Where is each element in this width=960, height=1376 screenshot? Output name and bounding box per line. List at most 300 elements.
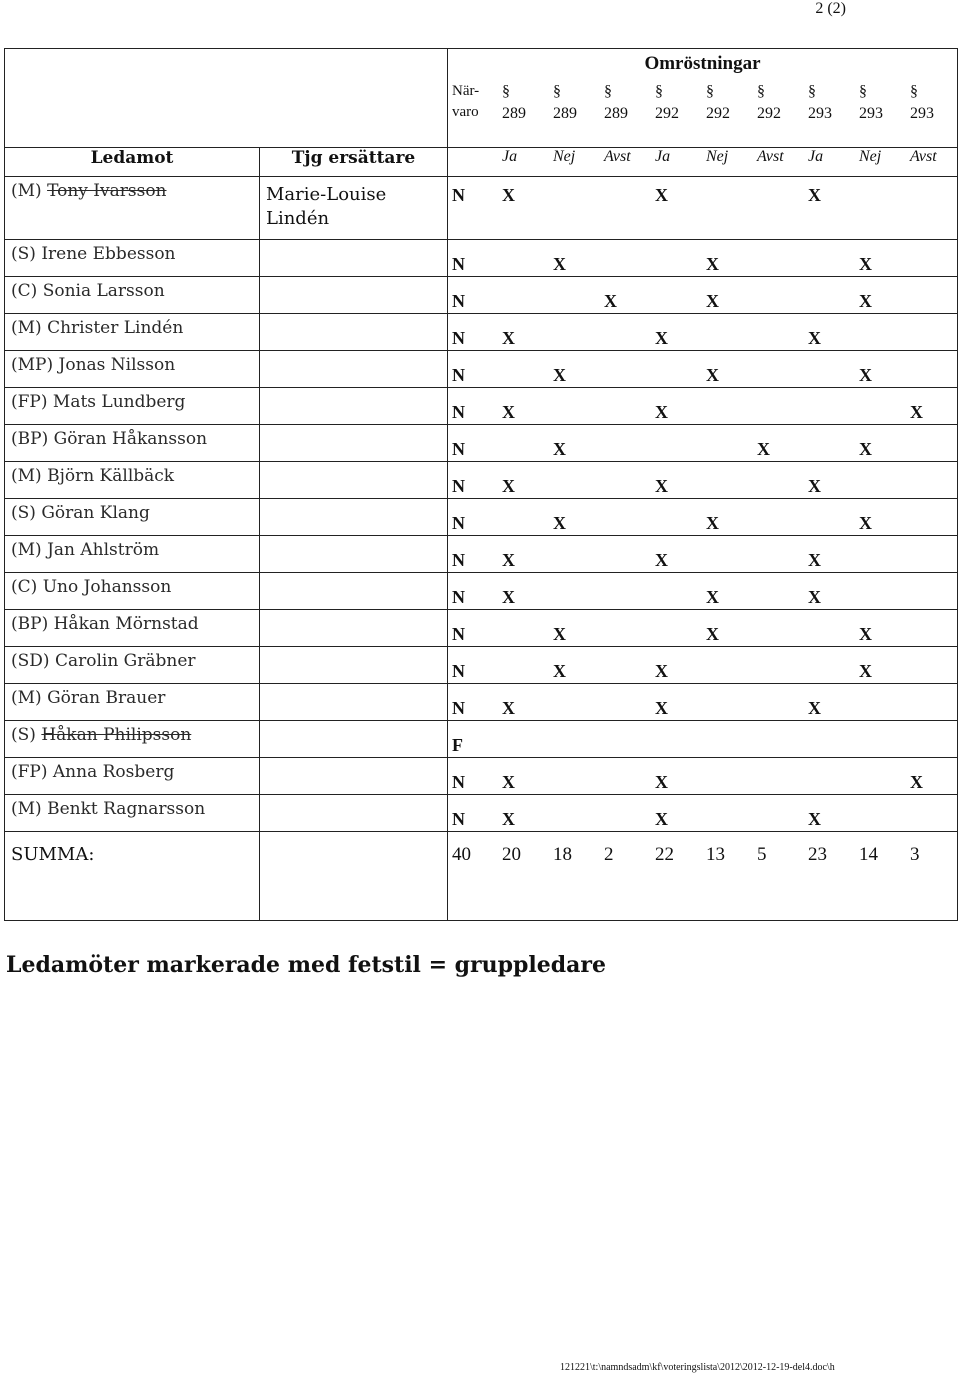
vote-type-label: Ja xyxy=(655,148,671,165)
vote-mark: X xyxy=(553,624,566,644)
summa-value: 3 xyxy=(910,844,920,865)
member-person-name: Tony Ivarsson xyxy=(47,181,167,201)
vote-mark xyxy=(757,758,808,792)
vote-mark xyxy=(808,499,859,533)
summa-value: 5 xyxy=(757,844,767,865)
vote-mark: X xyxy=(706,513,719,533)
vote-mark xyxy=(808,425,859,459)
vote-mark: X xyxy=(553,254,566,274)
vote-mark xyxy=(859,462,910,496)
vote-mark xyxy=(910,499,960,533)
vote-mark xyxy=(553,758,604,792)
vote-mark xyxy=(910,795,960,829)
substitute-cell xyxy=(260,388,448,425)
member-name xyxy=(5,388,259,412)
vote-mark xyxy=(910,647,960,681)
substitute-cell xyxy=(260,425,448,462)
column-header-row xyxy=(5,148,958,177)
member-person-name: Göran Håkansson xyxy=(53,429,208,449)
vote-mark xyxy=(859,314,910,348)
vote-mark xyxy=(757,573,808,607)
vote-mark: X xyxy=(604,291,617,311)
vote-mark xyxy=(859,536,910,570)
member-row xyxy=(5,277,958,314)
vote-item-number: 292 xyxy=(757,105,781,122)
member-cell xyxy=(5,388,260,425)
page-number: 2 (2) xyxy=(815,0,846,17)
vote-item-header xyxy=(910,81,960,125)
vote-mark xyxy=(910,721,960,755)
vote-mark: X xyxy=(502,476,515,496)
member-party: (S) xyxy=(11,244,36,264)
member-row xyxy=(5,314,958,351)
vote-mark xyxy=(655,610,706,644)
substitute-cell xyxy=(260,351,448,388)
member-party: (M) xyxy=(11,181,42,201)
substitute-cell xyxy=(260,684,448,721)
member-row xyxy=(5,177,958,240)
member-cell xyxy=(5,610,260,647)
vote-item-number: 289 xyxy=(553,105,577,122)
vote-mark xyxy=(502,610,553,644)
member-name xyxy=(5,277,259,301)
vote-type-label: Avst xyxy=(757,148,784,165)
vote-mark: X xyxy=(859,254,872,274)
paragraph-icon: § xyxy=(910,83,918,100)
vote-type-label: Ja xyxy=(808,148,824,165)
vote-item-header xyxy=(553,81,604,125)
vote-mark xyxy=(859,758,910,792)
member-cell xyxy=(5,795,260,832)
member-person-name: Jonas Nilsson xyxy=(58,355,176,375)
vote-type-label: Avst xyxy=(910,148,937,165)
member-person-name: Uno Johansson xyxy=(42,577,172,597)
vote-mark xyxy=(910,462,960,496)
vote-mark xyxy=(604,462,655,496)
vote-mark xyxy=(859,388,910,422)
member-name xyxy=(5,499,259,523)
member-person-name: Göran Brauer xyxy=(47,688,166,708)
voting-table xyxy=(4,48,958,921)
presence-mark: N xyxy=(452,772,465,792)
vote-mark xyxy=(757,177,808,205)
member-person-name: Sonia Larsson xyxy=(42,281,165,301)
presence-mark: N xyxy=(452,439,465,459)
member-person-name: Irene Ebbesson xyxy=(41,244,176,264)
vote-mark xyxy=(910,573,960,607)
member-party: (M) xyxy=(11,688,42,708)
member-party: (SD) xyxy=(11,651,50,671)
vote-mark xyxy=(910,536,960,570)
substitute-cell xyxy=(260,573,448,610)
vote-mark xyxy=(706,647,757,681)
vote-mark xyxy=(808,240,859,274)
vote-mark xyxy=(553,388,604,422)
vote-mark xyxy=(604,177,655,205)
vote-mark xyxy=(553,573,604,607)
member-name xyxy=(5,462,259,486)
vote-mark: X xyxy=(502,328,515,348)
vote-mark xyxy=(910,610,960,644)
member-cell xyxy=(5,462,260,499)
member-person-name: Christer Lindén xyxy=(47,318,184,338)
vote-mark: X xyxy=(706,254,719,274)
vote-mark xyxy=(757,462,808,496)
member-cell xyxy=(5,573,260,610)
vote-mark: X xyxy=(655,328,668,348)
vote-mark xyxy=(757,610,808,644)
vote-mark xyxy=(757,277,808,311)
summa-value: 14 xyxy=(859,844,878,865)
vote-mark xyxy=(655,573,706,607)
presence-mark: N xyxy=(452,513,465,533)
substitute-cell xyxy=(260,240,448,277)
vote-mark: X xyxy=(502,772,515,792)
member-cell xyxy=(5,536,260,573)
member-row xyxy=(5,425,958,462)
vote-mark: X xyxy=(808,476,821,496)
vote-mark xyxy=(706,462,757,496)
vote-mark xyxy=(655,351,706,385)
member-party: (FP) xyxy=(11,762,48,782)
legend-text: Ledamöter markerade med fetstil = gruppledare xyxy=(6,952,606,978)
vote-type-label: Nej xyxy=(553,148,576,165)
vote-mark: X xyxy=(706,365,719,385)
member-person-name: Carolin Gräbner xyxy=(54,651,196,671)
presence-mark: F xyxy=(452,735,463,755)
vote-mark xyxy=(757,314,808,348)
marks-cell xyxy=(448,425,958,462)
vote-mark xyxy=(604,240,655,274)
paragraph-icon: § xyxy=(808,83,816,100)
presence-mark: N xyxy=(452,328,465,348)
marks-cell xyxy=(448,388,958,425)
presence-mark: N xyxy=(452,661,465,681)
vote-mark xyxy=(604,795,655,829)
member-cell xyxy=(5,425,260,462)
member-person-name: Göran Klang xyxy=(41,503,150,523)
member-row xyxy=(5,536,958,573)
member-name xyxy=(5,536,259,560)
vote-mark xyxy=(910,684,960,718)
vote-mark xyxy=(757,388,808,422)
vote-mark xyxy=(502,351,553,385)
vote-mark: X xyxy=(655,185,668,205)
substitute-cell xyxy=(260,499,448,536)
presence-mark: N xyxy=(452,476,465,496)
vote-mark: X xyxy=(808,587,821,607)
vote-mark: X xyxy=(655,402,668,422)
member-cell xyxy=(5,647,260,684)
member-cell xyxy=(5,177,260,240)
member-name xyxy=(5,351,259,375)
vote-item-header xyxy=(808,81,859,125)
marks-cell xyxy=(448,240,958,277)
vote-type-label: Nej xyxy=(706,148,729,165)
member-cell xyxy=(5,314,260,351)
presence-mark: N xyxy=(452,624,465,644)
vote-mark: X xyxy=(553,513,566,533)
presence-mark: N xyxy=(452,550,465,570)
member-row xyxy=(5,795,958,832)
member-person-name: Håkan Mörnstad xyxy=(53,614,199,634)
member-name xyxy=(5,425,259,449)
member-row xyxy=(5,240,958,277)
member-person-name: Jan Ahlström xyxy=(47,540,160,560)
vote-mark xyxy=(604,351,655,385)
vote-mark xyxy=(757,536,808,570)
vote-mark xyxy=(910,240,960,274)
member-party: (M) xyxy=(11,540,42,560)
vote-item-header xyxy=(604,81,655,125)
member-cell xyxy=(5,277,260,314)
vote-mark xyxy=(859,573,910,607)
member-party: (S) xyxy=(11,725,36,745)
summa-values-cell xyxy=(448,832,958,921)
vote-mark xyxy=(604,425,655,459)
member-cell xyxy=(5,351,260,388)
paragraph-icon: § xyxy=(859,83,867,100)
vote-mark xyxy=(757,795,808,829)
vote-type-label: Nej xyxy=(859,148,882,165)
member-row xyxy=(5,721,958,758)
vote-mark xyxy=(706,795,757,829)
marks-cell xyxy=(448,314,958,351)
vote-mark xyxy=(553,277,604,311)
vote-mark xyxy=(757,647,808,681)
vote-mark xyxy=(706,684,757,718)
substitute-cell xyxy=(260,610,448,647)
vote-mark xyxy=(757,499,808,533)
marks-cell xyxy=(448,351,958,388)
vote-mark xyxy=(553,795,604,829)
vote-mark xyxy=(910,314,960,348)
member-name xyxy=(5,240,259,264)
member-name xyxy=(5,795,259,819)
member-party: (MP) xyxy=(11,355,54,375)
paragraph-icon: § xyxy=(757,83,765,100)
vote-mark xyxy=(859,177,910,205)
vote-mark xyxy=(502,721,553,755)
paragraph-icon: § xyxy=(604,83,612,100)
summa-label: SUMMA: xyxy=(11,844,95,865)
vote-mark: X xyxy=(502,587,515,607)
summa-value: 40 xyxy=(452,844,471,865)
vote-type-label: Avst xyxy=(604,148,631,165)
vote-mark xyxy=(910,351,960,385)
vote-mark xyxy=(808,388,859,422)
member-name xyxy=(5,758,259,782)
vote-type-header-cell xyxy=(448,148,958,177)
substitute-cell xyxy=(260,721,448,758)
member-person-name: Benkt Ragnarsson xyxy=(47,799,206,819)
member-name xyxy=(5,177,259,201)
member-name xyxy=(5,610,259,634)
vote-mark xyxy=(706,388,757,422)
vote-mark xyxy=(604,499,655,533)
vote-mark xyxy=(808,721,859,755)
presence-mark: N xyxy=(452,185,465,205)
presence-mark: N xyxy=(452,365,465,385)
vote-mark xyxy=(502,425,553,459)
summa-blank-cell xyxy=(260,832,448,921)
marks-cell xyxy=(448,795,958,832)
member-row xyxy=(5,647,958,684)
ledamot-header: Ledamot xyxy=(5,148,260,177)
vote-mark: X xyxy=(808,809,821,829)
member-cell xyxy=(5,758,260,795)
marks-cell xyxy=(448,462,958,499)
member-cell xyxy=(5,499,260,536)
vote-item-number: 293 xyxy=(808,105,832,122)
vote-mark xyxy=(808,351,859,385)
vote-mark xyxy=(706,758,757,792)
vote-mark xyxy=(910,277,960,311)
vote-mark xyxy=(910,177,960,205)
summa-value: 18 xyxy=(553,844,572,865)
vote-mark: X xyxy=(553,661,566,681)
paragraph-icon: § xyxy=(655,83,663,100)
vote-item-number: 289 xyxy=(502,105,526,122)
member-name xyxy=(5,314,259,338)
vote-mark xyxy=(604,610,655,644)
marks-cell xyxy=(448,684,958,721)
member-party: (M) xyxy=(11,799,42,819)
vote-mark: X xyxy=(553,365,566,385)
vote-mark xyxy=(808,610,859,644)
vote-item-number: 292 xyxy=(706,105,730,122)
member-party: (FP) xyxy=(11,392,48,412)
vote-mark xyxy=(604,684,655,718)
substitute-cell xyxy=(260,177,448,240)
vote-mark xyxy=(553,314,604,348)
substitute-cell xyxy=(260,536,448,573)
vote-mark xyxy=(604,721,655,755)
marks-cell xyxy=(448,277,958,314)
substitute-cell xyxy=(260,314,448,351)
substitute-cell xyxy=(260,795,448,832)
vote-item-header xyxy=(706,81,757,125)
marks-cell xyxy=(448,758,958,795)
vote-mark xyxy=(757,684,808,718)
omrostningar-title: Omröstningar xyxy=(644,53,761,74)
vote-mark: X xyxy=(502,402,515,422)
vote-mark: X xyxy=(859,661,872,681)
member-row xyxy=(5,388,958,425)
substitute-name: Marie-Louise Lindén xyxy=(266,184,387,229)
presence-mark: N xyxy=(452,587,465,607)
member-row xyxy=(5,573,958,610)
vote-mark: X xyxy=(706,587,719,607)
substitute-cell xyxy=(260,758,448,795)
substitute-cell xyxy=(260,277,448,314)
member-cell xyxy=(5,721,260,758)
vote-mark xyxy=(859,795,910,829)
vote-mark xyxy=(808,758,859,792)
vote-mark xyxy=(859,721,910,755)
vote-mark xyxy=(706,177,757,205)
summa-label-cell xyxy=(5,832,260,921)
presence-mark: N xyxy=(452,698,465,718)
vote-mark: X xyxy=(502,550,515,570)
paragraph-icon: § xyxy=(553,83,561,100)
vote-mark xyxy=(502,499,553,533)
vote-mark: X xyxy=(655,476,668,496)
member-party: (M) xyxy=(11,466,42,486)
vote-mark xyxy=(604,314,655,348)
vote-mark xyxy=(553,536,604,570)
member-party: (C) xyxy=(11,577,38,597)
member-person-name: Håkan Philipsson xyxy=(41,725,192,745)
vote-mark: X xyxy=(706,291,719,311)
vote-type-headers xyxy=(448,148,957,166)
vote-mark xyxy=(910,425,960,459)
member-party: (C) xyxy=(11,281,38,301)
vote-mark: X xyxy=(553,439,566,459)
vote-mark: X xyxy=(502,185,515,205)
member-row xyxy=(5,351,958,388)
vote-mark xyxy=(553,462,604,496)
member-person-name: Mats Lundberg xyxy=(52,392,186,412)
header-blank-cell xyxy=(5,49,448,148)
vote-item-header xyxy=(757,81,808,125)
vote-mark: X xyxy=(706,624,719,644)
vote-mark xyxy=(706,721,757,755)
vote-items-header xyxy=(448,81,957,125)
vote-mark xyxy=(502,277,553,311)
vote-mark: X xyxy=(808,550,821,570)
vote-item-number: 293 xyxy=(910,105,934,122)
member-person-name: Björn Källbäck xyxy=(47,466,175,486)
vote-mark: X xyxy=(502,698,515,718)
member-name xyxy=(5,573,259,597)
vote-mark xyxy=(655,425,706,459)
member-row xyxy=(5,758,958,795)
vote-mark: X xyxy=(808,328,821,348)
summa-value: 22 xyxy=(655,844,674,865)
member-cell xyxy=(5,684,260,721)
vote-mark: X xyxy=(859,624,872,644)
marks-cell xyxy=(448,177,958,240)
vote-mark: X xyxy=(859,291,872,311)
substitute-header: Tjg ersättare xyxy=(260,148,448,177)
vote-mark: X xyxy=(757,439,770,459)
presence-mark: N xyxy=(452,254,465,274)
vote-item-number: 289 xyxy=(604,105,628,122)
vote-mark: X xyxy=(859,513,872,533)
vote-item-number: 293 xyxy=(859,105,883,122)
vote-mark xyxy=(604,758,655,792)
vote-mark xyxy=(553,177,604,205)
member-party: (S) xyxy=(11,503,36,523)
vote-mark: X xyxy=(808,698,821,718)
vote-mark xyxy=(604,647,655,681)
vote-mark: X xyxy=(502,809,515,829)
marks-cell xyxy=(448,721,958,758)
vote-mark xyxy=(706,425,757,459)
vote-mark xyxy=(604,536,655,570)
vote-mark xyxy=(808,647,859,681)
member-party: (BP) xyxy=(11,429,49,449)
member-cell xyxy=(5,240,260,277)
vote-mark: X xyxy=(655,661,668,681)
header-votes-cell xyxy=(448,49,958,148)
member-name xyxy=(5,684,259,708)
vote-mark xyxy=(604,573,655,607)
presence-mark: N xyxy=(452,402,465,422)
member-name xyxy=(5,721,259,745)
member-party: (BP) xyxy=(11,614,49,634)
